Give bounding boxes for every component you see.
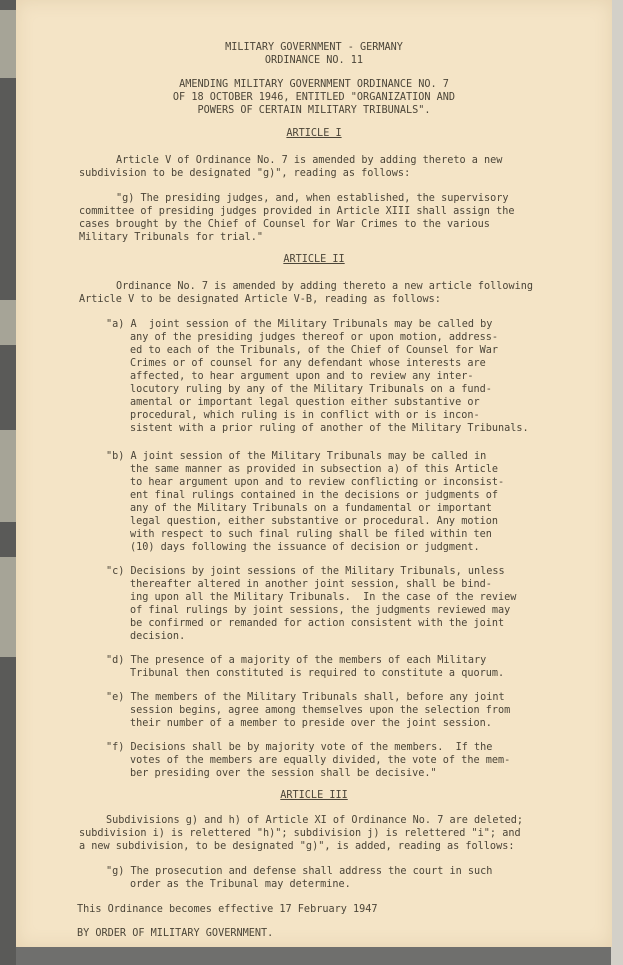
- document-page: [16, 0, 612, 947]
- body-line: subdivision i) is relettered "h)"; subdivision j) is relettered "i"; and: [79, 828, 521, 839]
- subsection-line: thereafter altered in another joint session, shall be bind-: [130, 579, 492, 590]
- subsection-line: ent final rulings contained in the decisions or judgments of: [130, 490, 499, 501]
- subsection-line: procedural, which ruling is in conflict with or is incon-: [130, 410, 480, 421]
- subsection-line: affected, to hear argument upon and to review any inter-: [130, 371, 474, 382]
- body-line: Ordinance No. 7 is amended by adding thereto a new article following: [116, 281, 534, 292]
- subsection-line: decision.: [130, 631, 186, 642]
- body-line: Subdivisions g) and h) of Article XI of Ordinance No. 7 are deleted;: [106, 815, 524, 826]
- subsection-line: "d) The presence of a majority of the members of each Military: [106, 655, 487, 666]
- subsection-line: Tribunal then constituted is required to constitute a quorum.: [130, 668, 505, 679]
- body-line: a new subdivision, to be designated "g)", is added, reading as follows:: [79, 841, 515, 852]
- subsection-line: votes of the members are equally divided, the vote of the mem-: [130, 755, 511, 766]
- quote-line: Military Tribunals for trial.": [79, 232, 264, 243]
- body-line: subdivision to be designated "g)", reading as follows:: [79, 168, 411, 179]
- quote-line: "g) The presiding judges, and, when established, the supervisory: [116, 193, 509, 204]
- subsection-line: "e) The members of the Military Tribunals shall, before any joint: [106, 692, 505, 703]
- body-line: Article V of Ordinance No. 7 is amended by adding thereto a new: [116, 155, 503, 166]
- subsection-line: with respect to such final ruling shall be filed within ten: [130, 529, 492, 540]
- subsection-line: to hear argument upon and to review conflicting or inconsist-: [130, 477, 505, 488]
- title-line: AMENDING MILITARY GOVERNMENT ORDINANCE NO. 7: [179, 79, 449, 90]
- subsection-line: any of the presiding judges thereof or upon motion, address-: [130, 332, 499, 343]
- subsection-line: ing upon all the Military Tribunals. In the case of the review: [130, 592, 517, 603]
- header-line: ORDINANCE NO. 11: [264, 55, 364, 66]
- subsection-line: (10) days following the issuance of decision or judgment.: [130, 542, 480, 553]
- quote-line: committee of presiding judges provided in Article XIII shall assign the: [79, 206, 515, 217]
- scanner-light-edge: [611, 0, 623, 965]
- subsection-line: "f) Decisions shall be by majority vote of the members. If the: [106, 742, 493, 753]
- title-line: OF 18 OCTOBER 1946, ENTITLED "ORGANIZATION AND: [172, 92, 456, 103]
- subsection-line: locutory ruling by any of the Military Tribunals on a fund-: [130, 384, 492, 395]
- subsection-line: "b) A joint session of the Military Tribunals may be called in: [106, 451, 487, 462]
- body-line: Article V to be designated Article V-B, reading as follows:: [79, 294, 441, 305]
- subsection-line: "a) A joint session of the Military Tribunals may be called by: [106, 319, 493, 330]
- subsection-line: ber presiding over the session shall be decisive.": [130, 768, 437, 779]
- subsection-line: session begins, agree among themselves upon the selection from: [130, 705, 511, 716]
- subsection-line: the same manner as provided in subsection a) of this Article: [130, 464, 499, 475]
- quote-line: cases brought by the Chief of Counsel for War Crimes to the various: [79, 219, 490, 230]
- subsection-line: amental or important legal question either substantive or: [130, 397, 480, 408]
- subsection-line: "c) Decisions by joint sessions of the Military Tribunals, unless: [106, 566, 505, 577]
- subsection-line: of final rulings by joint sessions, the judgments reviewed may: [130, 605, 511, 616]
- subsection-line: their number of a member to preside over the joint session.: [130, 718, 492, 729]
- article-heading: ARTICLE II: [283, 254, 345, 265]
- quote-line: "g) The prosecution and defense shall address the court in such: [106, 866, 493, 877]
- article-heading: ARTICLE III: [280, 790, 348, 801]
- signature-line: BY ORDER OF MILITARY GOVERNMENT.: [77, 928, 274, 939]
- subsection-line: be confirmed or remanded for action consistent with the joint: [130, 618, 505, 629]
- effective-date: This Ordinance becomes effective 17 February 1947: [77, 904, 378, 915]
- article-heading: ARTICLE I: [286, 128, 342, 139]
- header-line: MILITARY GOVERNMENT - GERMANY: [225, 42, 403, 53]
- title-line: POWERS OF CERTAIN MILITARY TRIBUNALS".: [197, 105, 431, 116]
- subsection-line: legal question, either substantive or procedural. Any motion: [130, 516, 499, 527]
- subsection-line: ed to each of the Tribunals, of the Chief of Counsel for War: [130, 345, 499, 356]
- subsection-line: Crimes or of counsel for any defendant whose interests are: [130, 358, 486, 369]
- quote-line: order as the Tribunal may determine.: [130, 879, 351, 890]
- subsection-line: any of the Military Tribunals on a fundamental or important: [130, 503, 492, 514]
- subsection-line: sistent with a prior ruling of another of the Military Tribunals.: [130, 423, 529, 434]
